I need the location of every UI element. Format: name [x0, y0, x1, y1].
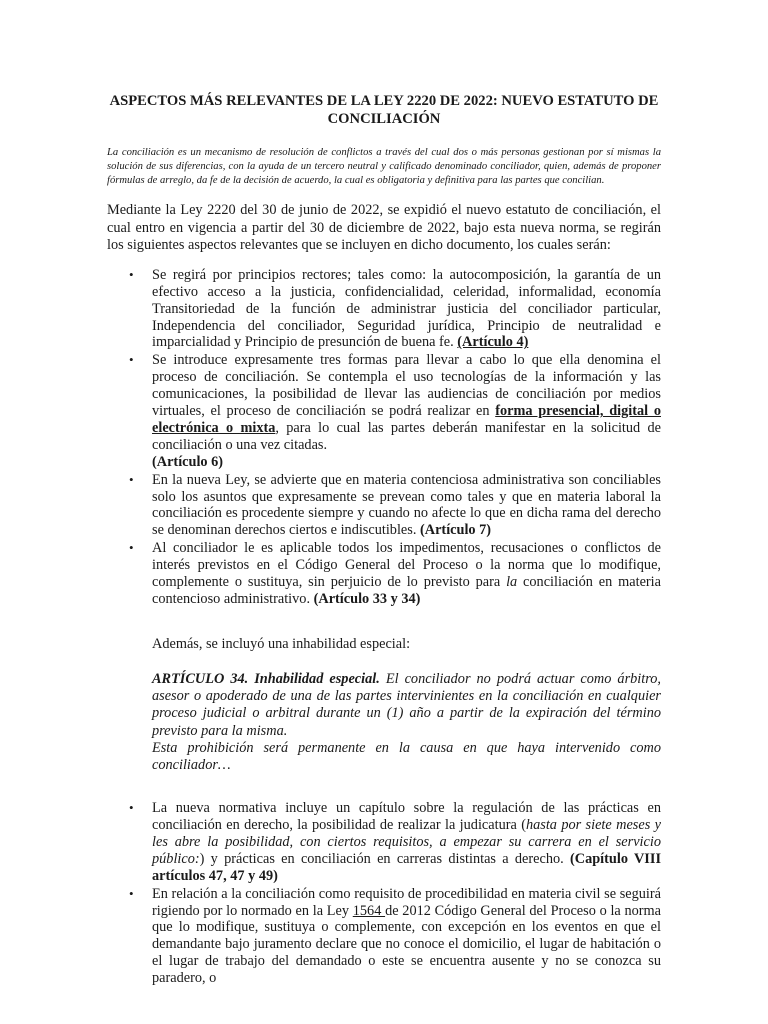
list-item	[107, 267, 661, 352]
quote-body: Esta prohibición será permanente en la causa en que haya intervenido como conciliador…	[152, 739, 661, 773]
bullet-list-principal	[107, 267, 661, 608]
article-quote	[107, 671, 661, 774]
list-item	[107, 540, 661, 608]
list-item-text: , para lo cual las partes deberán manifestar en la solicitud de conciliación o una vez citadas.	[152, 419, 661, 453]
list-item	[107, 886, 661, 987]
list-item-text: Al conciliador le es aplicable todos los impedimentos, recusaciones o conflictos de interés previstos en el Código General del Proceso o la norma que lo modifique, complemente o sustituya, sin perjuicio de lo previsto para	[152, 540, 661, 591]
body-paragraph: Mediante la Ley 2220 del 30 de junio de 2022, se expidió el nuevo estatuto de conciliación, el cual entro en vigencia a partir del 30 de diciembre de 2022, bajo esta nueva norma, se regirán los siguientes aspectos relevantes que se incluyen en dicho documento, los cuales serán:	[107, 202, 661, 254]
bullet-icon: •	[129, 471, 134, 487]
list-item-text: Se introduce expresamente tres formas para llevar a cabo lo que ella denomina el proceso de conciliación. Se contempla el uso tecnologías de la información y las comunicaciones, la posibilidad de llevar las audiencias de conciliación por medios virtuales, el proceso de conciliación se podrá realizar en	[152, 352, 661, 420]
bullet-icon: •	[129, 352, 134, 368]
article-reference: (Artículo 33 y 34)	[313, 591, 421, 607]
bullet-icon: •	[129, 800, 134, 816]
list-item-text: conciliación en materia contencioso administrativo.	[152, 574, 661, 607]
list-item-text: Se regirá por principios rectores; tales como: la autocomposición, la garantía de un efectivo acceso a la justicia, confidencialidad, celeridad, informalidad, economía Transitoriedad de la función de administrar justicia del conciliador particular, Independencia del conciliador, Seguridad jurídica, Principio de neutralidad e imparcialidad y Principio de presunción de buena fe.	[152, 266, 661, 351]
quote-heading: ARTÍCULO 34. Inhabilidad especial.	[152, 670, 380, 687]
list-item-text: ) y prácticas en conciliación en carreras distintas a derecho.	[199, 850, 570, 867]
emphasis-text: forma presencial, digital o electrónica o mixta	[152, 403, 661, 436]
bullet-icon: •	[129, 266, 134, 282]
list-item-text: La nueva normativa incluye un capítulo sobre la regulación de las prácticas en conciliación en derecho, la posibilidad de realizar la judicatura (	[152, 800, 661, 834]
article-reference: (Capítulo VIII artículos 47, 47 y 49)	[152, 850, 662, 884]
intro-paragraph: La conciliación es un mecanismo de resolución de conflictos a través del cual dos o más personas gestionan por sí mismas la solución de sus diferencias, con la ayuda de un tercero neutral y calificado denominado conciliador, quien, además de proponer fórmulas de arreglo, da fe de la decisión de acuerdo, la cual es obligatoria y definitiva para las partes que concilian.	[107, 147, 661, 186]
italic-text: hasta por siete meses y les abre la posibilidad, con ciertos requisitos, a empezar su carrera en el servicio público:	[152, 817, 661, 867]
list-item-text: de 2012 Código General del Proceso o la norma que lo modifique, sustituya o complemente, con excepción en los eventos en que el demandante bajo juramento declare que no conoce el domicilio, el lugar de habitación o el lugar de trabajo del demandado o este se encuentra ausente y no se conozca su paradero, o	[152, 902, 662, 987]
list-item	[107, 800, 661, 885]
quote-body: El conciliador no podrá actuar como árbitro, asesor o apoderado de una de las partes intervinientes en la conciliación en cualquier proceso judicial o arbitral durante un (1) año a partir de la expiración del término previsto para la misma.	[152, 670, 661, 739]
article-reference: (Artículo 4)	[457, 334, 529, 351]
list-item	[107, 352, 661, 470]
italic-text: la	[506, 574, 518, 591]
list-item-text: En relación a la conciliación como requisito de procedibilidad en materia civil se seguirá rigiendo por lo normado en la Ley	[152, 885, 661, 919]
subnote: Además, se incluyó una inhabilidad especial:	[152, 635, 411, 652]
law-number: 1564	[352, 902, 386, 919]
article-reference: (Artículo 7)	[420, 522, 492, 539]
document-title: ASPECTOS MÁS RELEVANTES DE LA LEY 2220 DE 2022: NUEVO ESTATUTO DE CONCILIACIÓN	[109, 93, 659, 127]
list-item	[107, 472, 661, 540]
bullet-icon: •	[129, 885, 134, 901]
bullet-icon: •	[129, 540, 134, 556]
bullet-list-secondary	[107, 800, 661, 987]
article-reference: (Artículo 6)	[152, 453, 224, 470]
list-item-text: En la nueva Ley, se advierte que en materia contenciosa administrativa son conciliables solo los asuntos que expresamente se prevean como tales y que en materia laboral la conciliación es procedente siempre y cuando no afecte lo que en dicha rama del derecho se denominan derechos ciertos e indiscutibles.	[152, 471, 661, 539]
